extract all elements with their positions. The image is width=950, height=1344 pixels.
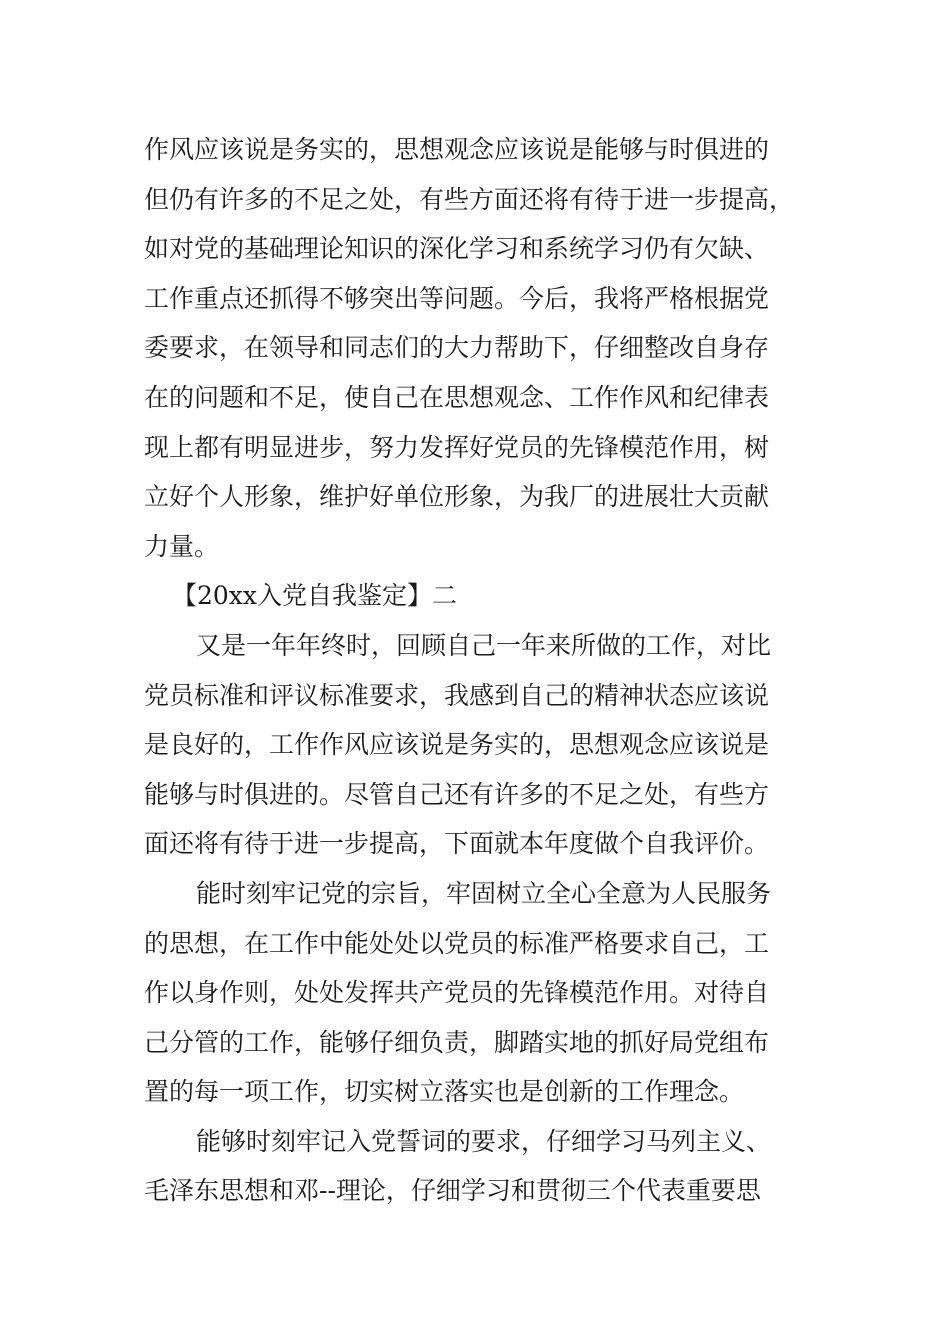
- text-line: 的思想，在工作中能处处以党员的标准严格要求自己，工: [144, 928, 770, 958]
- text-line: 面还将有待于进一步提高，下面就本年度做个自我评价。: [144, 829, 770, 859]
- paragraph-first-line: 能够时刻牢记入党誓词的要求，仔细学习马列主义、: [196, 1126, 772, 1156]
- text-line: 能够与时俱进的。尽管自己还有许多的不足之处，有些方: [144, 779, 770, 809]
- text-line: 作风应该说是务实的，思想观念应该说是能够与时俱进的: [144, 135, 770, 164]
- document-body: [144, 125, 814, 1216]
- text-line: 委要求，在领导和同志们的大力帮助下，仔细整改自身存: [144, 333, 770, 363]
- paragraph-first-line: 又是一年年终时，回顾自己一年来所做的工作，对比: [196, 630, 772, 660]
- text-line: 毛泽东思想和邓--理论，仔细学习和贯彻三个代表重要思: [144, 1176, 761, 1206]
- text-line: 现上都有明显进步，努力发挥好党员的先锋模范作用，树: [144, 432, 770, 462]
- paragraph-first-line: 能时刻牢记党的宗旨，牢固树立全心全意为人民服务: [196, 878, 772, 908]
- text-line: 但仍有许多的不足之处，有些方面还将有待于进一步提高，: [144, 184, 795, 214]
- text-line: 党员标准和评议标准要求，我感到自己的精神状态应该说: [144, 680, 770, 710]
- text-line: 力量。: [144, 531, 220, 561]
- text-line: 如对党的基础理论知识的深化学习和系统学习仍有欠缺、: [144, 234, 770, 264]
- text-line: 是良好的，工作作风应该说是务实的，思想观念应该说是: [144, 730, 770, 760]
- text-line: 作以身作则，处处发挥共产党员的先锋模范作用。对待自: [144, 978, 770, 1008]
- text-line: 己分管的工作，能够仔细负责，脚踏实地的抓好局党组布: [144, 1027, 770, 1057]
- text-line: 在的问题和不足，使自己在思想观念、工作作风和纪律表: [144, 382, 770, 412]
- text-line: 立好个人形象，维护好单位形象，为我厂的进展壮大贡献: [144, 482, 770, 512]
- section-heading: 【20xx入党自我鉴定】二: [172, 581, 458, 611]
- text-line: 工作重点还抓得不够突出等问题。今后，我将严格根据党: [144, 283, 770, 313]
- text-line: 置的每一项工作，切实树立落实也是创新的工作理念。: [144, 1077, 745, 1107]
